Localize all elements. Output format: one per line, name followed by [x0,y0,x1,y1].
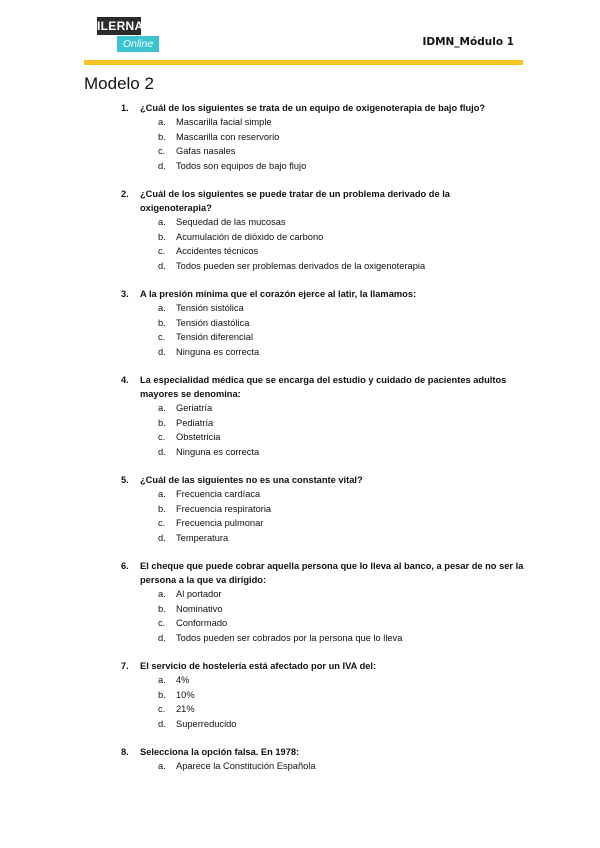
option-letter: b. [158,603,166,614]
option-text: 10% [176,689,195,700]
option-b [84,688,524,703]
option-d [84,259,524,274]
option-text: Aparece la Constitución Española [176,761,316,771]
option-b [84,316,524,331]
option-a [84,587,524,602]
option-c [84,616,524,631]
logo-bottom-text: Online [117,36,159,52]
option-b [84,602,524,617]
question-number: 1. [121,103,129,113]
option-letter: c. [158,618,166,628]
question-text [84,287,524,301]
question-text [84,187,524,215]
option-letter: c. [158,332,166,342]
option-a [84,215,524,230]
question-label: El servicio de hostelería está afectado por un IVA del: [140,661,377,671]
question-number: 6. [121,561,129,571]
option-letter: a. [158,589,166,599]
option-text: Todos son equipos de bajo flujo [176,160,307,171]
header-divider [84,60,523,65]
option-b [84,502,524,517]
question-number: 7. [121,661,129,671]
option-text: Geriatría [176,403,213,413]
question-2 [84,187,524,273]
option-letter: d. [158,532,166,543]
option-letter: c. [158,518,166,528]
option-d [84,159,524,174]
option-c [84,430,524,445]
question-label: A la presión mínima que el corazón ejerce al latir, la llamamos: [140,289,417,299]
option-letter: d. [158,160,166,171]
option-letter: b. [158,317,166,328]
question-8 [84,745,524,774]
option-letter: c. [158,146,166,156]
option-a [84,673,524,688]
option-text: Pediatría [176,417,214,428]
question-6 [84,559,524,645]
question-number: 5. [121,475,129,485]
option-text: Todos pueden ser cobrados por la persona que lo lleva [176,632,403,643]
option-letter: c. [158,246,166,256]
question-text [84,473,524,487]
question-text [84,559,524,587]
question-label: La especialidad médica que se encarga del estudio y cuidado de pacientes adultos mayores se denomina: [140,375,507,399]
option-text: Frecuencia pulmonar [176,518,264,528]
option-a [84,759,524,774]
option-letter: c. [158,704,166,714]
option-letter: d. [158,446,166,457]
option-text: Al portador [176,589,222,599]
question-label: El cheque que puede cobrar aquella persona que lo lleva al banco, a pesar de no ser la persona a la que va dirigido: [140,561,524,585]
option-text: 4% [176,675,190,685]
question-list [84,101,524,788]
question-label: ¿Cuál de los siguientes se puede tratar de un problema derivado de la oxigenoterapia? [140,189,450,213]
option-text: Tensión diferencial [176,332,254,342]
option-text: Ninguna es correcta [176,446,260,457]
option-text: Nominativo [176,603,223,614]
document-code: IDMN_Módulo 1 [422,36,514,48]
option-a [84,487,524,502]
question-number: 8. [121,747,129,757]
option-d [84,345,524,360]
option-d [84,531,524,546]
logo-top-text: ILERNA [97,19,144,33]
question-text [84,373,524,401]
option-letter: b. [158,131,166,142]
option-a [84,401,524,416]
option-d [84,717,524,732]
question-number: 4. [121,375,129,385]
question-3 [84,287,524,359]
option-text: Tensión diastólica [176,317,250,328]
option-b [84,416,524,431]
question-text [84,101,524,115]
option-b [84,230,524,245]
option-letter: a. [158,217,166,227]
option-text: Tensión sistólica [176,303,244,313]
option-text: Superreducido [176,718,237,729]
option-c [84,702,524,717]
option-text: Sequedad de las mucosas [176,217,286,227]
option-text: Conformado [176,618,228,628]
option-letter: d. [158,260,166,271]
option-letter: a. [158,675,166,685]
question-label: ¿Cuál de los siguientes se trata de un equipo de oxigenoterapia de bajo flujo? [140,103,486,113]
question-text [84,659,524,673]
option-text: Ninguna es correcta [176,346,260,357]
option-letter: a. [158,303,166,313]
option-text: Frecuencia cardíaca [176,489,261,499]
option-text: Accidentes técnicos [176,246,259,256]
question-number: 2. [121,189,129,199]
question-1 [84,101,524,173]
option-d [84,445,524,460]
option-letter: d. [158,632,166,643]
question-label: ¿Cuál de las siguientes no es una constante vital? [140,475,363,485]
option-letter: d. [158,718,166,729]
option-d [84,631,524,646]
option-letter: c. [158,432,166,442]
option-letter: b. [158,417,166,428]
option-b [84,130,524,145]
question-5 [84,473,524,545]
question-7 [84,659,524,731]
option-text: Frecuencia respiratoria [176,503,272,514]
option-letter: a. [158,489,166,499]
option-letter: a. [158,761,166,771]
option-c [84,144,524,159]
option-text: Temperatura [176,532,229,543]
question-text [84,745,524,759]
option-c [84,244,524,259]
option-text: Todos pueden ser problemas derivados de la oxigenoterapia [176,260,426,271]
option-text: Obstetricia [176,432,221,442]
option-text: Mascarilla con reservorio [176,131,280,142]
option-text: 21% [176,704,195,714]
question-4 [84,373,524,459]
question-number: 3. [121,289,129,299]
option-a [84,301,524,316]
page-title: Modelo 2 [84,74,154,93]
option-letter: b. [158,503,166,514]
option-text: Mascarilla facial simple [176,117,272,127]
option-letter: a. [158,403,166,413]
ilerna-logo [97,17,160,57]
option-c [84,516,524,531]
option-letter: d. [158,346,166,357]
option-text: Acumulación de dióxido de carbono [176,231,324,242]
option-letter: b. [158,231,166,242]
option-letter: a. [158,117,166,127]
question-label: Selecciona la opción falsa. En 1978: [140,747,300,757]
option-text: Gafas nasales [176,146,236,156]
option-a [84,115,524,130]
option-c [84,330,524,345]
option-letter: b. [158,689,166,700]
